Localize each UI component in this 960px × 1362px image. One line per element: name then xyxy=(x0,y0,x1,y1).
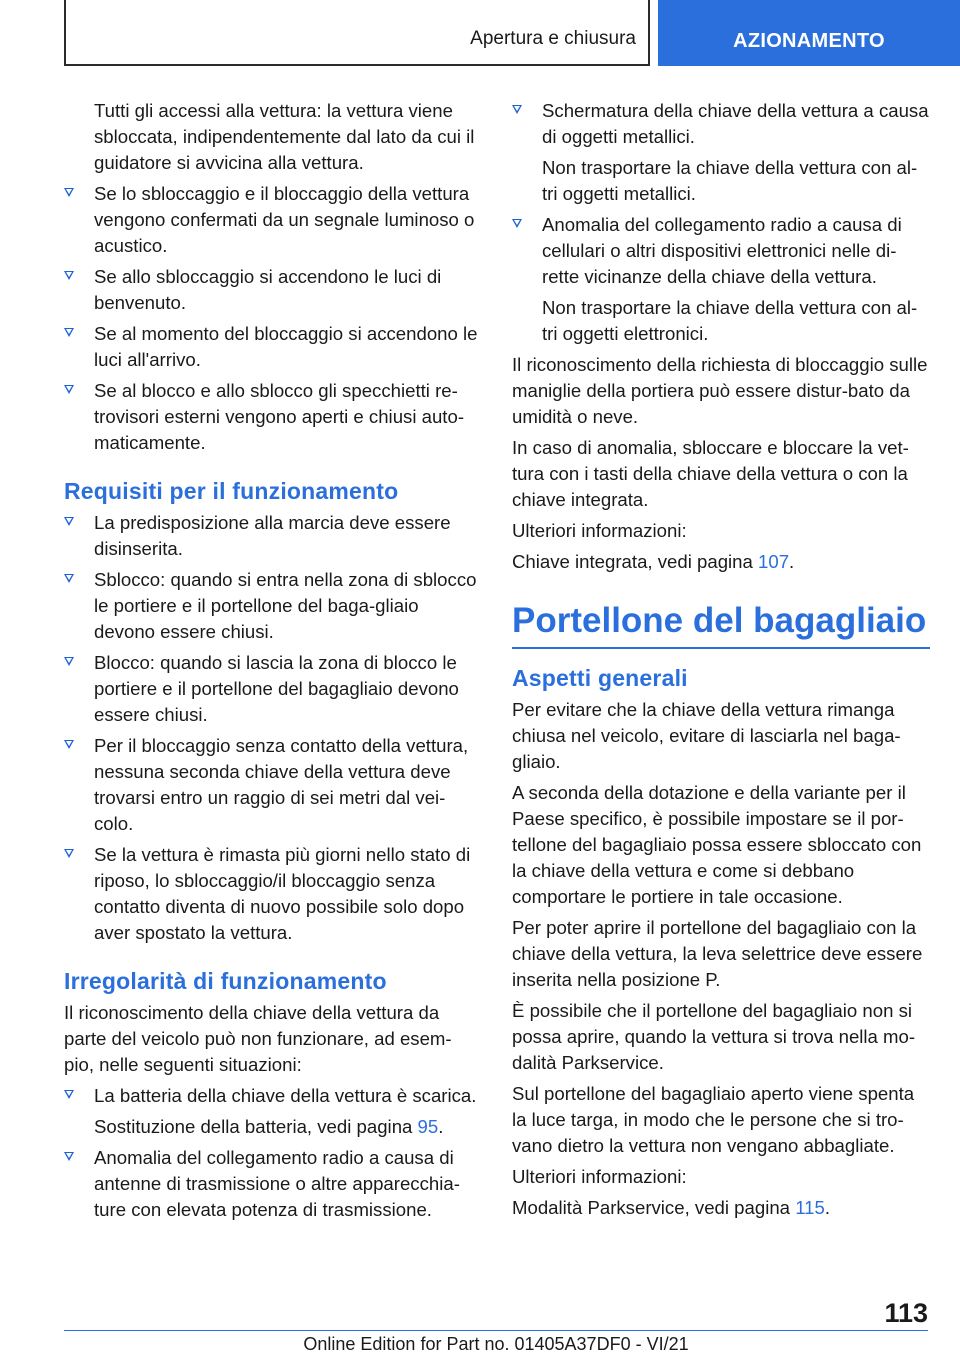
cross-reference: Modalità Parkservice, vedi pagina 115. xyxy=(512,1197,831,1218)
heading-requisiti: Requisiti per il funzionamento xyxy=(64,478,399,504)
page-link-115[interactable]: 115 xyxy=(795,1197,825,1218)
paragraph: È possibile che il portellone del bagagliaio non si possa aprire, quando la vettura si trova nella mo-dalità Parkservice. xyxy=(512,1000,916,1073)
list-item: Se lo sbloccaggio e il bloccaggio della vettura vengono confermati da un segnale luminoso o acustico. xyxy=(64,181,480,259)
paragraph: Ulteriori informazioni: xyxy=(512,1166,687,1187)
list-item: Se la vettura è rimasta più giorni nello stato di riposo, lo sbloccaggio/il bloccaggio senza contatto diventa di nuovo possibile solo dopo aver spostato la vettura. xyxy=(64,842,480,946)
list-item: Anomalia del collegamento radio a causa di cellulari o altri dispositivi elettronici nelle di-rette vicinanze della chiave della vettura. xyxy=(512,212,930,290)
triangle-bullet-icon xyxy=(64,328,74,337)
paragraph: Il riconoscimento della richiesta di bloccaggio sulle maniglie della portiera può essere distur-bato da umidità o neve. xyxy=(512,354,928,427)
paragraph: Ulteriori informazioni: xyxy=(512,520,687,541)
triangle-bullet-icon xyxy=(64,271,74,280)
triangle-bullet-icon xyxy=(64,385,74,394)
footer-divider xyxy=(64,1330,928,1331)
paragraph: A seconda della dotazione e della variante per il Paese specifico, è possibile impostare se il por-tellone del bagagliaio possa essere sbloccato con la chiave della vettura e come si debbano comportare le portiere in tale occasione. xyxy=(512,782,922,907)
bullet-continuation: Non trasportare la chiave della vettura con al-tri oggetti metallici. xyxy=(542,157,918,204)
right-column xyxy=(512,98,930,1226)
triangle-bullet-icon xyxy=(512,105,522,114)
list-item: Anomalia del collegamento radio a causa di antenne di trasmissione o altre apparecchia-ture con elevata potenza di trasmissione. xyxy=(64,1145,480,1223)
cross-reference: Chiave integrata, vedi pagina 107. xyxy=(512,551,795,572)
paragraph: In caso di anomalia, sbloccare e bloccare la vet-tura con i tasti della chiave della vettura o con la chiave integrata. xyxy=(512,437,909,510)
cross-reference: Sostituzione della batteria, vedi pagina 95. xyxy=(94,1116,444,1137)
page-link-107[interactable]: 107 xyxy=(758,551,790,572)
paragraph: Per evitare che la chiave della vettura rimanga chiusa nel veicolo, evitare di lasciarla nel baga-gliaio. xyxy=(512,699,901,772)
triangle-bullet-icon xyxy=(64,740,74,749)
triangle-bullet-icon xyxy=(64,1152,74,1161)
list-item: Schermatura della chiave della vettura a causa di oggetti metallici. xyxy=(512,98,930,150)
list-item: Se allo sbloccaggio si accendono le luci di benvenuto. xyxy=(64,264,480,316)
list-item: Sblocco: quando si entra nella zona di sblocco le portiere e il portellone del baga-gliaio devono essere chiusi. xyxy=(64,567,480,645)
intro-continuation: Tutti gli accessi alla vettura: la vettura viene sbloccata, indipendentemente dal lato da cui il guidatore si avvicina alla vettura. xyxy=(94,100,475,173)
paragraph: Sul portellone del bagagliaio aperto viene spenta la luce targa, in modo che le persone che si tro-vano dietro la vettura non vengano abbagliate. xyxy=(512,1083,915,1156)
page-link-95[interactable]: 95 xyxy=(417,1116,439,1137)
paragraph: Per poter aprire il portellone del bagagliaio con la chiave della vettura, la leva selettrice deve essere inserita nella posizione P. xyxy=(512,917,923,990)
list-item: Se al momento del bloccaggio si accendono le luci all'arrivo. xyxy=(64,321,480,373)
left-column xyxy=(64,98,480,1228)
triangle-bullet-icon xyxy=(64,188,74,197)
list-item: Se al blocco e allo sblocco gli specchietti re-trovisori esterni vengono aperti e chiusi auto-maticamente. xyxy=(64,378,480,456)
heading-irregolarita: Irregolarità di funzionamento xyxy=(64,968,387,994)
triangle-bullet-icon xyxy=(64,574,74,583)
triangle-bullet-icon xyxy=(64,849,74,858)
footer-edition: Online Edition for Part no. 01405A37DF0 - VI/21 xyxy=(303,1334,689,1354)
triangle-bullet-icon xyxy=(64,1090,74,1099)
page-number: 113 xyxy=(884,1298,928,1328)
triangle-bullet-icon xyxy=(512,219,522,228)
heading-aspetti: Aspetti generali xyxy=(512,665,688,691)
list-item: La predisposizione alla marcia deve essere disinserita. xyxy=(64,510,480,562)
list-item: Per il bloccaggio senza contatto della vettura, nessuna seconda chiave della vettura deve trovarsi entro un raggio di sei metri dal vei-colo. xyxy=(64,733,480,837)
header-chapter-label: AZIONAMENTO xyxy=(733,29,885,52)
list-item: La batteria della chiave della vettura è scarica. xyxy=(64,1083,480,1109)
heading-portellone: Portellone del bagagliaio xyxy=(512,599,930,649)
bullet-continuation: Non trasportare la chiave della vettura con al-tri oggetti elettronici. xyxy=(542,297,918,344)
list-item: Blocco: quando si lascia la zona di blocco le portiere e il portellone del bagagliaio devono essere chiusi. xyxy=(64,650,480,728)
triangle-bullet-icon xyxy=(64,657,74,666)
header-section-title: Apertura e chiusura xyxy=(470,28,636,49)
header-chapter-tab[interactable] xyxy=(658,0,960,66)
triangle-bullet-icon xyxy=(64,517,74,526)
paragraph: Il riconoscimento della chiave della vettura da parte del veicolo può non funzionare, ad esem-pio, nelle seguenti situazioni: xyxy=(64,1002,452,1075)
